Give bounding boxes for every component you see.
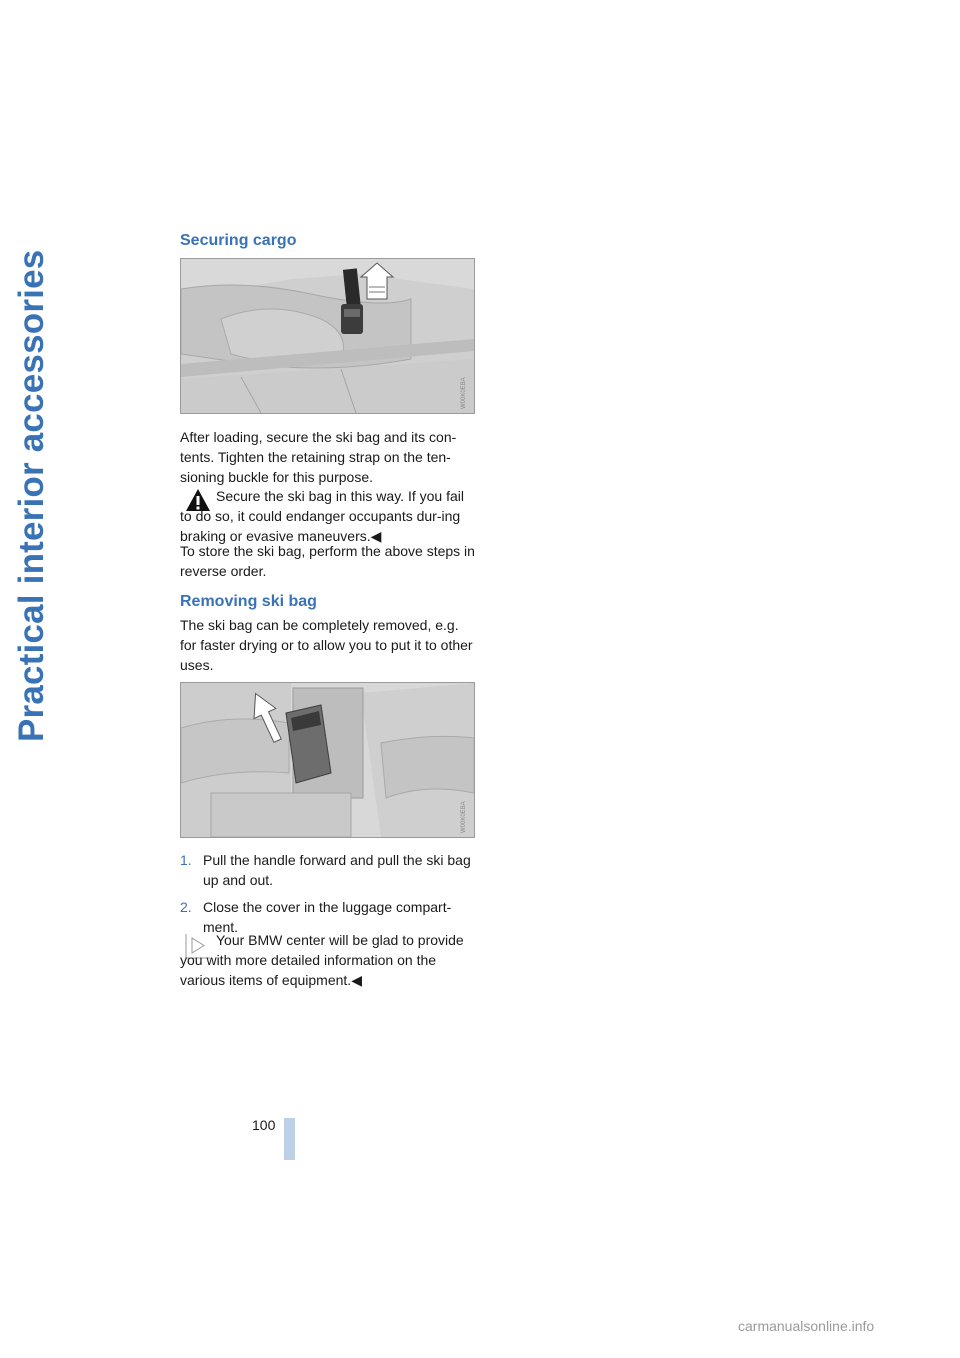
- svg-text:W00K0EBA: W00K0EBA: [461, 377, 467, 409]
- remove-ski-bag-illustration: [181, 683, 474, 837]
- note-text-content: Your BMW center will be glad to provide you with more detailed information on the various items of equipment.◀: [180, 932, 464, 988]
- page-number: 100: [252, 1117, 276, 1133]
- ski-bag-strap-illustration: [181, 259, 474, 413]
- chapter-title: Practical interior accessories: [12, 249, 51, 742]
- heading-securing-cargo: Securing cargo: [180, 232, 297, 249]
- svg-text:W00K0EBA: W00K0EBA: [461, 801, 467, 833]
- page-bar: [284, 1118, 295, 1160]
- chapter-title-sidebar: [8, 0, 80, 1000]
- step-2-number: 2.: [180, 899, 192, 915]
- note-text: [180, 930, 476, 990]
- figure-remove-ski-bag: [180, 682, 475, 838]
- step-2-text: Close the cover in the luggage compart-ment.: [203, 899, 452, 935]
- paragraph-remove-ski-bag: The ski bag can be completely removed, e.g. for faster drying or to allow you to put it to other uses.: [180, 617, 473, 673]
- step-1-text: Pull the handle forward and pull the ski bag up and out.: [203, 852, 471, 888]
- warning-text-content: Secure the ski bag in this way. If you fail to do so, it could endanger occupants dur-ing braking or evasive maneuvers.◀: [180, 488, 464, 544]
- paragraph-store-ski-bag: To store the ski bag, perform the above steps in reverse order.: [180, 543, 475, 579]
- step-1-number: 1.: [180, 852, 192, 868]
- paragraph-secure-contents: After loading, secure the ski bag and its con-tents. Tighten the retaining strap on the ten-sioning buckle for this purpose.: [180, 429, 457, 485]
- warning-text: [180, 486, 476, 546]
- footer-watermark: carmanualsonline.info: [738, 1318, 875, 1334]
- figure-ski-bag-strap: [180, 258, 475, 414]
- heading-removing-ski-bag: Removing ski bag: [180, 593, 317, 610]
- step-1: [180, 850, 476, 890]
